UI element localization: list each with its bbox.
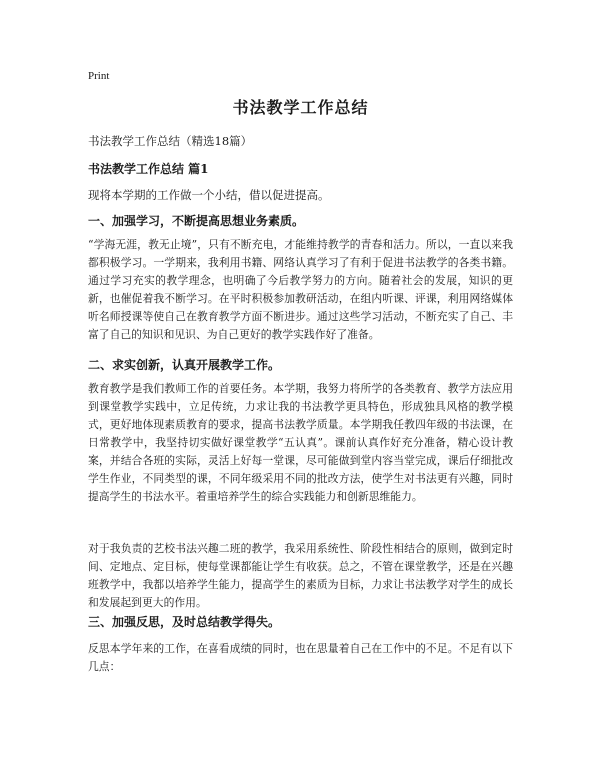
heading-3 [88,614,513,630]
paragraph-text: 反思本学年来的工作，在喜看成绩的同时，也在思量着自己在工作中的不足。不足有以下几点： [88,642,513,673]
paragraph-4 [88,640,513,676]
heading-2 [88,357,513,373]
print-label: Print [88,70,110,82]
heading-1 [88,213,513,229]
paragraph-2 [88,380,513,506]
paragraph-text: 对于我负责的艺校书法兴趣二班的教学，我采用系统性、阶段性相结合的原则，做到定时间、定地点、定目标，使每堂课都能让学生有收获。总之，不管在课堂教学，还是在兴趣班教学中，我都以培养学生能力，提高学生的素质为目标，力求让书法教学对学生的成长和发展起到更大的作用。 [88,542,513,609]
intro-paragraph: 现将本学期的工作做一个小结，借以促进提高。 [88,188,330,202]
heading-text: 二、求实创新，认真开展教学工作。 [88,358,281,372]
document-title: 书法教学工作总结 [232,98,369,117]
paragraph-text: “学海无涯，教无止境”，只有不断充电，才能维持教学的青春和活力。所以，一直以来我都积极学习。一学期来，我利用书籍、网络认真学习了有利于促进书法教学的各类书籍。通过学习充实的教学理念，也明确了今后教学努力的方向。随着社会的发展，知识的更新，也催促着我不断学习。在平时积极参加教研活动，在组内听课、评课，利用网络媒体听名师授课等使自己在教育教学方面不断进步。通过这些学习活动，不断充实了自己、丰富了自己的知识和见识、为自己更好的教学实践作好了准备。 [88,238,513,341]
document-subtitle: 书法教学工作总结（精选18篇） [88,134,253,148]
paragraph-text: 教育教学是我们教师工作的首要任务。本学期，我努力将所学的各类教育、教学方法应用到课堂教学实践中，立足传统，力求让我的书法教学更具特色，形成独具风格的教学模式，更好地体现素质教育的要求，提高书法教学质量。本学期我任教四年级的书法课，在日常教学中，我坚持切实做好课堂教学“五认真”。课前认真作好充分准备，精心设计教案，并结合各班的实际，灵活上好每一堂课，尽可能做到堂内容当堂完成，课后仔细批改学生作业，不同类型的课，不同年级采用不同的批改方法，使学生对书法更有兴趣，同时提高学生的书法水平。着重培养学生的综合实践能力和创新思维能力。 [88,382,513,503]
paragraph-1 [88,236,513,344]
heading-text: 一、加强学习，不断提高思想业务素质。 [88,214,305,228]
paragraph-3 [88,540,513,612]
section-title: 书法教学工作总结 篇1 [88,162,209,176]
heading-text: 三、加强反思，及时总结教学得失。 [88,615,281,629]
